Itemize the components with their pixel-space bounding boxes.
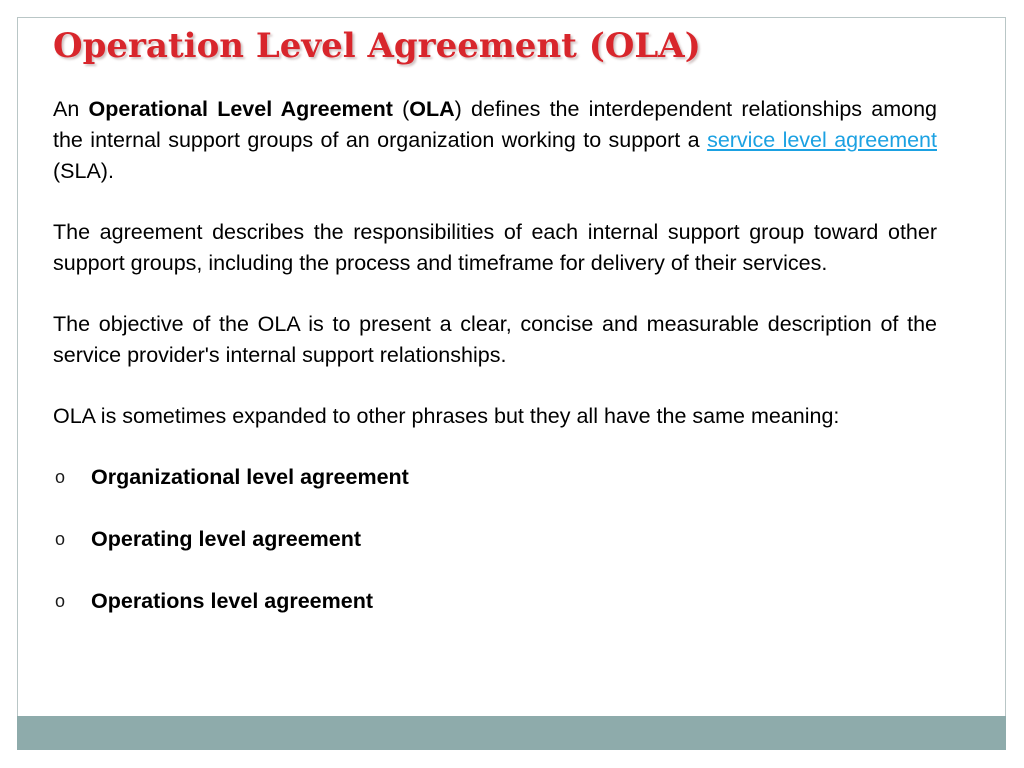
paragraph-agreement-description: The agreement describes the responsibilities of each internal support group toward other support groups, including the process and timeframe for delivery of their services. xyxy=(53,220,937,275)
definition-suffix: (SLA). xyxy=(53,159,114,183)
list-item-text: Organizational level agreement xyxy=(91,465,409,489)
definition-body: ) defines the interdependent relationships among the internal support groups of an organization working to support a xyxy=(53,97,937,152)
definition-prefix: An xyxy=(53,97,89,121)
hollow-circle-bullet-icon: o xyxy=(55,467,66,487)
list-item xyxy=(53,524,937,555)
footer-bar xyxy=(17,716,1006,750)
list-item-text: Operating level agreement xyxy=(91,527,362,551)
list-item xyxy=(53,462,937,493)
expansion-list xyxy=(53,462,937,617)
term-ola-abbreviation: OLA xyxy=(409,97,455,121)
hollow-circle-bullet-icon: o xyxy=(55,591,66,611)
paragraph-objective: The objective of the OLA is to present a clear, concise and measurable description of the service provider's internal support relationships. xyxy=(53,312,937,367)
service-level-agreement-link[interactable]: service level agreement xyxy=(707,128,937,152)
slide-body xyxy=(53,94,937,648)
definition-open-paren: ( xyxy=(392,97,410,121)
list-item xyxy=(53,586,937,617)
paragraph-expansions-intro: OLA is sometimes expanded to other phrases but they all have the same meaning: xyxy=(53,404,840,428)
term-operational-level-agreement: Operational Level Agreement xyxy=(88,97,393,121)
slide-title: Operation Level Agreement (OLA) xyxy=(53,26,701,66)
list-item-text: Operations level agreement xyxy=(91,589,373,613)
hollow-circle-bullet-icon: o xyxy=(55,529,66,549)
paragraph-definition xyxy=(53,94,937,187)
